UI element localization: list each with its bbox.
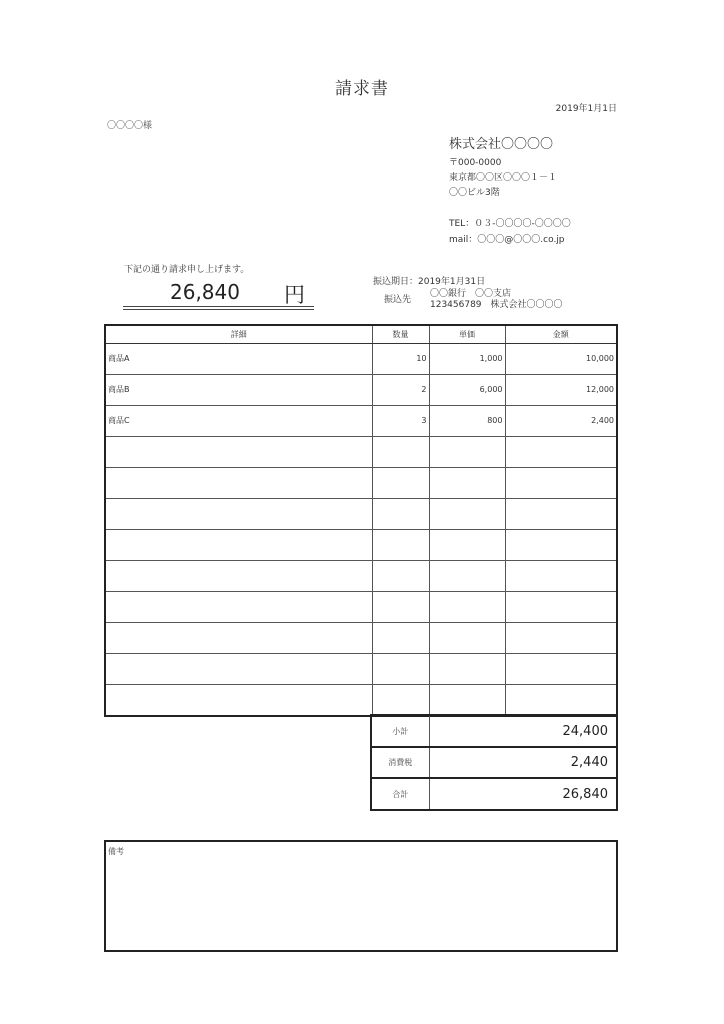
- remarks-box: [104, 840, 618, 952]
- item-quantity: 10: [372, 343, 429, 374]
- tax-row: [372, 747, 616, 778]
- issuer-address-line2: 〇〇ビル3階: [449, 188, 500, 198]
- item-quantity: [372, 436, 429, 467]
- item-quantity: [372, 560, 429, 591]
- table-row: [106, 622, 616, 653]
- subtotal-row: [372, 716, 616, 747]
- billing-amount: 26,840: [170, 280, 240, 304]
- recipient-name: 〇〇〇〇様: [107, 121, 153, 131]
- remarks-label: 備考: [108, 847, 124, 856]
- issuer-address-line1: 東京都〇〇区〇〇〇１－１: [449, 173, 558, 183]
- item-quantity: [372, 467, 429, 498]
- item-detail: [106, 498, 372, 529]
- table-row: [106, 436, 616, 467]
- item-detail: [106, 684, 372, 715]
- item-unit-price: [429, 529, 505, 560]
- item-amount: [505, 684, 616, 715]
- item-unit-price: 800: [429, 405, 505, 436]
- tax-label: 消費税: [372, 747, 429, 778]
- table-row: [106, 498, 616, 529]
- item-detail: 商品B: [106, 374, 372, 405]
- item-unit-price: [429, 498, 505, 529]
- item-amount: 12,000: [505, 374, 616, 405]
- item-unit-price: [429, 467, 505, 498]
- item-quantity: [372, 591, 429, 622]
- document-title: 請求書: [335, 79, 389, 99]
- header-detail: 詳細: [106, 326, 372, 343]
- table-row: [106, 591, 616, 622]
- item-detail: [106, 467, 372, 498]
- item-amount: 10,000: [505, 343, 616, 374]
- item-unit-price: 1,000: [429, 343, 505, 374]
- item-amount: 2,400: [505, 405, 616, 436]
- item-detail: 商品A: [106, 343, 372, 374]
- item-quantity: 2: [372, 374, 429, 405]
- tax-value: 2,440: [429, 747, 616, 778]
- item-detail: [106, 653, 372, 684]
- item-amount: [505, 591, 616, 622]
- table-row: [106, 405, 616, 436]
- item-unit-price: [429, 436, 505, 467]
- table-row: [106, 560, 616, 591]
- table-row: [106, 343, 616, 374]
- total-value: 26,840: [562, 786, 608, 802]
- issue-date: 2019年1月1日: [555, 104, 617, 114]
- header-amount: 金額: [505, 326, 616, 343]
- total-row: [372, 778, 616, 809]
- items-header-row: [106, 326, 616, 343]
- subtotal-label: 小計: [372, 716, 429, 747]
- item-amount: [505, 467, 616, 498]
- billing-currency: 円: [284, 283, 305, 307]
- bank-branch: 〇〇銀行 〇〇支店: [430, 289, 512, 299]
- item-detail: [106, 560, 372, 591]
- item-quantity: [372, 653, 429, 684]
- subtotal-value: 24,400: [429, 716, 616, 747]
- table-row: [106, 653, 616, 684]
- item-quantity: [372, 684, 429, 715]
- issuer-tel: TEL：０３-〇〇〇〇-〇〇〇〇: [449, 219, 571, 229]
- item-amount: [505, 653, 616, 684]
- table-row: [106, 374, 616, 405]
- totals-box: [370, 714, 618, 811]
- table-row: [106, 684, 616, 715]
- amount-double-underline: [123, 306, 314, 310]
- item-unit-price: [429, 653, 505, 684]
- item-quantity: [372, 498, 429, 529]
- item-unit-price: [429, 591, 505, 622]
- item-amount: [505, 529, 616, 560]
- item-quantity: 3: [372, 405, 429, 436]
- item-quantity: [372, 622, 429, 653]
- item-amount: [505, 498, 616, 529]
- item-detail: [106, 591, 372, 622]
- item-detail: [106, 622, 372, 653]
- item-detail: [106, 436, 372, 467]
- total-label: 合計: [372, 778, 429, 809]
- payment-due-date: 振込期日：2019年1月31日: [373, 277, 486, 287]
- item-quantity: [372, 529, 429, 560]
- header-quantity: 数量: [372, 326, 429, 343]
- billing-intro: 下記の通り請求申し上げます。: [124, 265, 250, 275]
- item-unit-price: [429, 622, 505, 653]
- item-unit-price: [429, 560, 505, 591]
- item-unit-price: 6,000: [429, 374, 505, 405]
- issuer-company-name: 株式会社〇〇〇〇: [449, 137, 554, 152]
- item-detail: 商品C: [106, 405, 372, 436]
- bank-label: 振込先: [384, 295, 412, 305]
- issuer-mail: mail：〇〇〇@〇〇〇.co.jp: [449, 235, 565, 245]
- item-detail: [106, 529, 372, 560]
- issuer-postal-code: 〒000-0000: [449, 158, 502, 168]
- items-table: [104, 324, 618, 717]
- bank-account: 123456789 株式会社〇〇〇〇: [430, 300, 563, 310]
- table-row: [106, 529, 616, 560]
- header-unit-price: 単価: [429, 326, 505, 343]
- item-amount: [505, 436, 616, 467]
- table-row: [106, 467, 616, 498]
- item-amount: [505, 560, 616, 591]
- item-amount: [505, 622, 616, 653]
- item-unit-price: [429, 684, 505, 715]
